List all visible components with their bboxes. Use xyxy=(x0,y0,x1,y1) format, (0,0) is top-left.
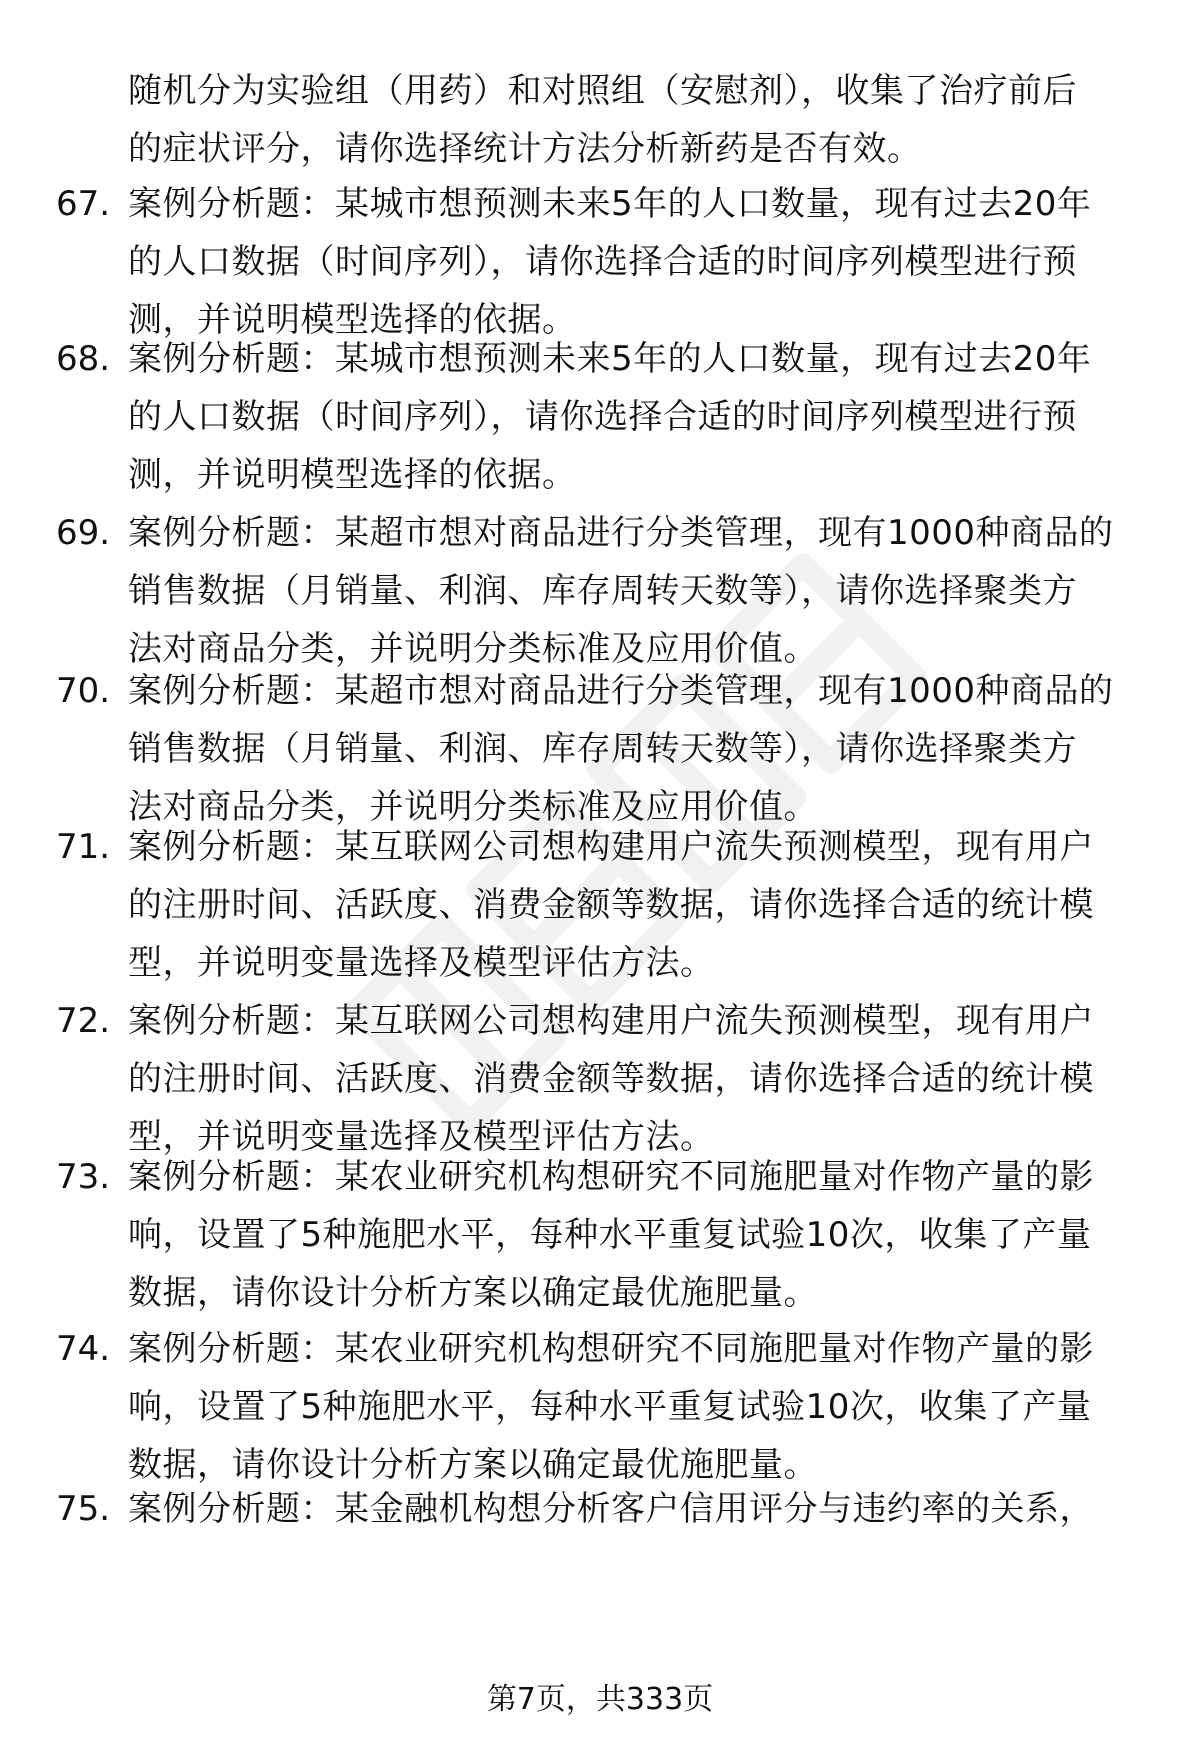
question-text xyxy=(128,992,1148,1166)
question-line: 案例分析题：某农业研究机构想研究不同施肥量对作物产量的影 xyxy=(128,1329,1094,1369)
question-number: 73. xyxy=(56,1157,111,1197)
question-line: 型，并说明变量选择及模型评估方法。 xyxy=(128,943,715,983)
question-line: 测，并说明模型选择的依据。 xyxy=(128,455,577,495)
question-number: 68. xyxy=(56,339,111,379)
question-line: 的人口数据（时间序列），请你选择合适的时间序列模型进行预 xyxy=(128,397,1077,437)
question-line: 测，并说明模型选择的依据。 xyxy=(128,300,577,340)
question-line: 案例分析题：某城市想预测未来5年的人口数量，现有过去20年 xyxy=(128,184,1092,224)
question-line: 销售数据（月销量、利润、库存周转天数等），请你选择聚类方 xyxy=(128,571,1077,611)
question-line: 销售数据（月销量、利润、库存周转天数等），请你选择聚类方 xyxy=(128,729,1077,769)
question-line: 法对商品分类，并说明分类标准及应用价值。 xyxy=(128,787,818,827)
question-line: 数据，请你设计分析方案以确定最优施肥量。 xyxy=(128,1445,818,1485)
question-line: 案例分析题：某互联网公司想构建用户流失预测模型，现有用户 xyxy=(128,1001,1094,1041)
question-line: 型，并说明变量选择及模型评估方法。 xyxy=(128,1117,715,1157)
question-line: 响，设置了5种施肥水平，每种水平重复试验10次，收集了产量 xyxy=(128,1215,1092,1255)
question-line: 响，设置了5种施肥水平，每种水平重复试验10次，收集了产量 xyxy=(128,1387,1092,1427)
question-line: 的注册时间、活跃度、消费金额等数据，请你选择合适的统计模 xyxy=(128,885,1094,925)
continuation-text xyxy=(128,62,1138,178)
continuation-line: 的症状评分，请你选择统计方法分析新药是否有效。 xyxy=(128,129,922,169)
question-line: 案例分析题：某互联网公司想构建用户流失预测模型，现有用户 xyxy=(128,827,1094,867)
question-number: 70. xyxy=(56,671,111,711)
question-line: 的注册时间、活跃度、消费金额等数据，请你选择合适的统计模 xyxy=(128,1059,1094,1099)
question-line: 案例分析题：某城市想预测未来5年的人口数量，现有过去20年 xyxy=(128,339,1092,379)
question-text xyxy=(128,818,1148,992)
question-line: 数据，请你设计分析方案以确定最优施肥量。 xyxy=(128,1273,818,1313)
question-text xyxy=(128,1148,1148,1322)
question-text xyxy=(128,662,1148,836)
question-line: 案例分析题：某超市想对商品进行分类管理，现有1000种商品的 xyxy=(128,671,1114,711)
question-number: 71. xyxy=(56,827,111,867)
continuation-line: 随机分为实验组（用药）和对照组（安慰剂），收集了治疗前后 xyxy=(128,71,1077,111)
question-number: 75. xyxy=(56,1489,111,1529)
question-number: 74. xyxy=(56,1329,111,1369)
page-number: 第7页，共333页 xyxy=(486,1682,714,1717)
question-text xyxy=(128,504,1148,678)
question-text xyxy=(128,1480,1148,1538)
question-number: 69. xyxy=(56,513,111,553)
question-line: 案例分析题：某金融机构想分析客户信用评分与违约率的关系， xyxy=(128,1489,1094,1529)
question-line: 法对商品分类，并说明分类标准及应用价值。 xyxy=(128,629,818,669)
question-number: 72. xyxy=(56,1001,111,1041)
question-line: 案例分析题：某超市想对商品进行分类管理，现有1000种商品的 xyxy=(128,513,1114,553)
question-line: 案例分析题：某农业研究机构想研究不同施肥量对作物产量的影 xyxy=(128,1157,1094,1197)
question-number: 67. xyxy=(56,184,111,224)
question-line: 的人口数据（时间序列），请你选择合适的时间序列模型进行预 xyxy=(128,242,1077,282)
question-text xyxy=(128,175,1148,349)
question-text xyxy=(128,330,1148,504)
question-text xyxy=(128,1320,1148,1494)
